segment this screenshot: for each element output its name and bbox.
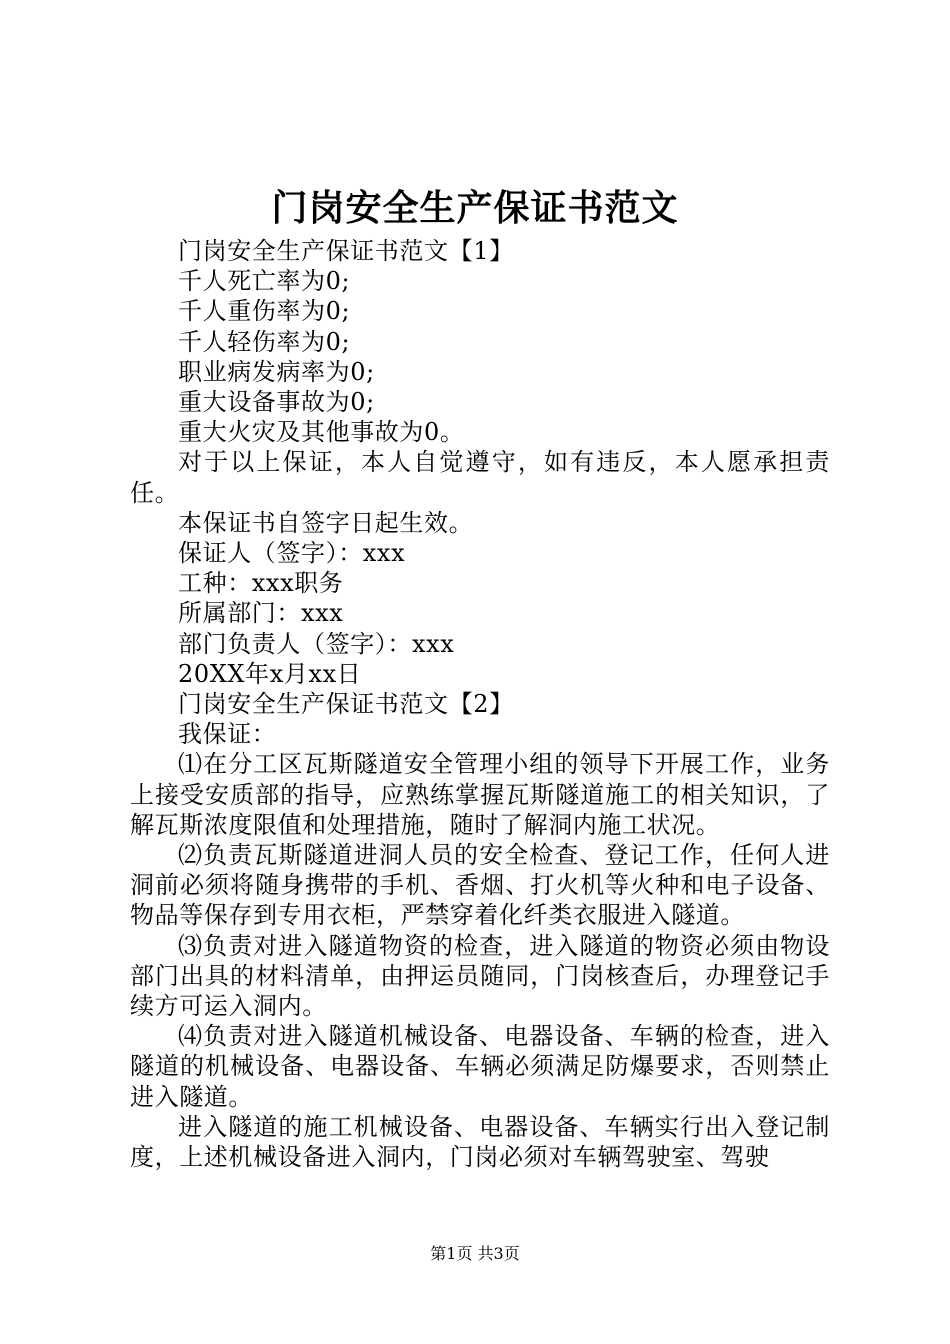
- paragraph: 千人重伤率为0;: [178, 297, 351, 326]
- paragraph: ⑶负责对进入隧道物资的检查，进入隧道的物资必须由物设部门出具的材料清单，由押运员随同，门岗核查后，办理登记手续方可运入洞内。: [130, 931, 830, 1021]
- paragraph: 千人轻伤率为0;: [178, 327, 351, 356]
- paragraph: 重大火灾及其他事故为0。: [178, 418, 465, 447]
- paragraph: 部门负责人（签字）：xxx: [178, 629, 455, 658]
- paragraph: 我保证：: [178, 720, 277, 749]
- paragraph: 千人死亡率为0;: [178, 267, 351, 296]
- paragraph: ⑵负责瓦斯隧道进洞人员的安全检查、登记工作，任何人进洞前必须将随身携带的手机、香烟、打火机等火种和电子设备、物品等保存到专用衣柜，严禁穿着化纤类衣服进入隧道。: [130, 841, 830, 930]
- paragraph: 门岗安全生产保证书范文【1】: [178, 237, 514, 265]
- paragraph: 职业病发病率为0;: [178, 357, 375, 386]
- paragraph: ⑷负责对进入隧道机械设备、电器设备、车辆的检查，进入隧道的机械设备、电器设备、车辆必须满足防爆要求，否则禁止进入隧道。: [130, 1022, 830, 1111]
- document-body: [130, 236, 830, 1172]
- document-title: 门岗安全生产保证书范文: [271, 187, 679, 229]
- page-footer: 第1页 共3页: [430, 1244, 520, 1263]
- paragraph: ⑴在分工区瓦斯隧道安全管理小组的领导下开展工作，业务上接受安质部的指导，应熟练掌握瓦斯隧道施工的相关知识，了解瓦斯浓度限值和处理措施，随时了解洞内施工状况。: [130, 750, 830, 839]
- paragraph: 工种：xxx职务: [178, 569, 344, 598]
- paragraph: 门岗安全生产保证书范文【2】: [178, 690, 514, 719]
- paragraph: 重大设备事故为0;: [178, 388, 375, 417]
- paragraph: 所属部门：xxx: [178, 599, 344, 628]
- paragraph: 20XX年x月xx日: [178, 659, 362, 688]
- paragraph: 对于以上保证，本人自觉遵守，如有违反，本人愿承担责任。: [130, 448, 830, 507]
- paragraph: 保证人（签字）：xxx: [178, 539, 406, 568]
- paragraph: 本保证书自签字日起生效。: [178, 508, 474, 537]
- paragraph: 进入隧道的施工机械设备、电器设备、车辆实行出入登记制度，上述机械设备进入洞内，门岗必须对车辆驾驶室、驾驶: [130, 1112, 830, 1172]
